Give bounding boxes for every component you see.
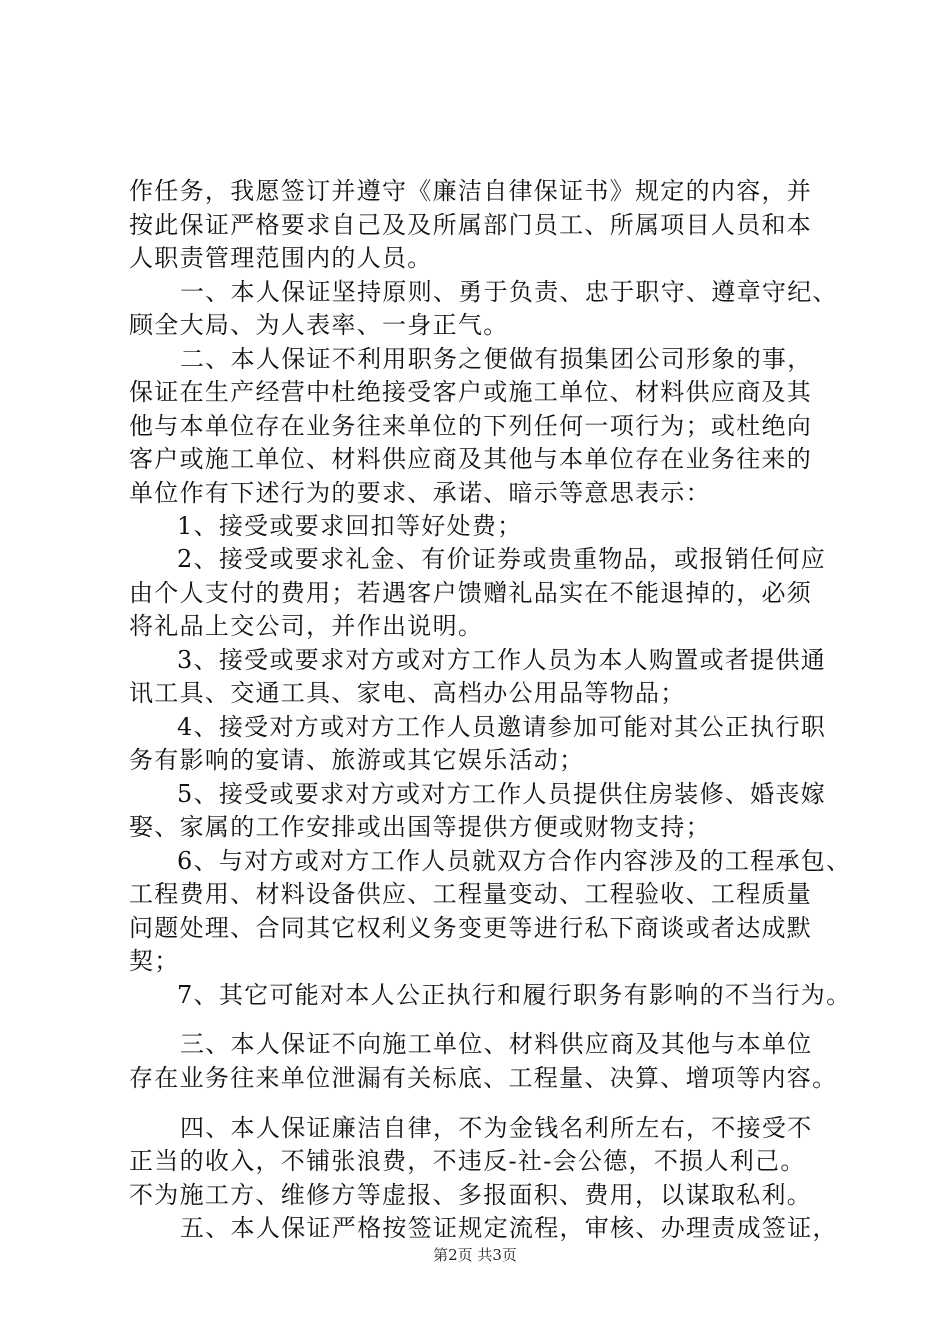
body-line: 一、本人保证坚持原则、勇于负责、忠于职守、遵章守纪、: [180, 278, 838, 306]
body-line: 4、接受对方或对方工作人员邀请参加可能对其公正执行职: [177, 713, 827, 741]
body-line: 客户或施工单位、材料供应商及其他与本单位存在业务往来的: [129, 445, 813, 473]
body-line: 务有影响的宴请、旅游或其它娱乐活动；: [129, 746, 585, 774]
page-number-footer: 第2页 共3页: [433, 1246, 517, 1264]
body-line: 保证在生产经营中杜绝接受客户或施工单位、材料供应商及其: [129, 378, 813, 406]
body-line: 四、本人保证廉洁自律，不为金钱名利所左右，不接受不: [180, 1114, 813, 1142]
body-line: 由个人支付的费用；若遇客户馈赠礼品实在不能退掉的，必须: [129, 579, 813, 607]
body-line: 工程费用、材料设备供应、工程量变动、工程验收、工程质量: [129, 880, 813, 908]
body-line: 人职责管理范围内的人员。: [129, 244, 433, 272]
body-line: 3、接受或要求对方或对方工作人员为本人购置或者提供通: [177, 646, 827, 674]
body-line: 单位作有下述行为的要求、承诺、暗示等意思表示：: [129, 479, 711, 507]
body-line: 五、本人保证严格按签证规定流程，审核、办理责成签证，: [180, 1214, 838, 1242]
body-line: 1、接受或要求回扣等好处费；: [177, 512, 523, 540]
body-line: 不为施工方、维修方等虚报、多报面积、费用，以谋取私利。: [129, 1181, 813, 1209]
body-line: 他与本单位存在业务往来单位的下列任何一项行为；或杜绝向: [129, 412, 813, 440]
body-line: 6、与对方或对方工作人员就双方合作内容涉及的工程承包、: [177, 847, 852, 875]
body-line: 契；: [129, 947, 180, 975]
body-line: 存在业务往来单位泄漏有关标底、工程量、决算、增项等内容。: [129, 1064, 838, 1092]
body-line: 二、本人保证不利用职务之便做有损集团公司形象的事，: [180, 345, 813, 373]
body-line: 问题处理、合同其它权利义务变更等进行私下商谈或者达成默: [129, 914, 813, 942]
body-line: 2、接受或要求礼金、有价证券或贵重物品，或报销任何应: [177, 545, 827, 573]
body-line: 将礼品上交公司，并作出说明。: [129, 612, 484, 640]
body-line: 作任务，我愿签订并遵守《廉洁自律保证书》规定的内容，并: [129, 177, 813, 205]
body-line: 正当的收入，不铺张浪费，不违反-社-会公德，不损人利己。: [129, 1147, 806, 1175]
body-line: 讯工具、交通工具、家电、高档办公用品等物品；: [129, 679, 686, 707]
body-line: 按此保证严格要求自己及及所属部门员工、所属项目人员和本: [129, 211, 813, 239]
body-line: 娶、家属的工作安排或出国等提供方便或财物支持；: [129, 813, 711, 841]
body-line: 5、接受或要求对方或对方工作人员提供住房装修、婚丧嫁: [177, 780, 827, 808]
body-line: 三、本人保证不向施工单位、材料供应商及其他与本单位: [180, 1030, 813, 1058]
body-line: 7、其它可能对本人公正执行和履行职务有影响的不当行为。: [177, 981, 852, 1009]
body-line: 顾全大局、为人表率、一身正气。: [129, 311, 509, 339]
